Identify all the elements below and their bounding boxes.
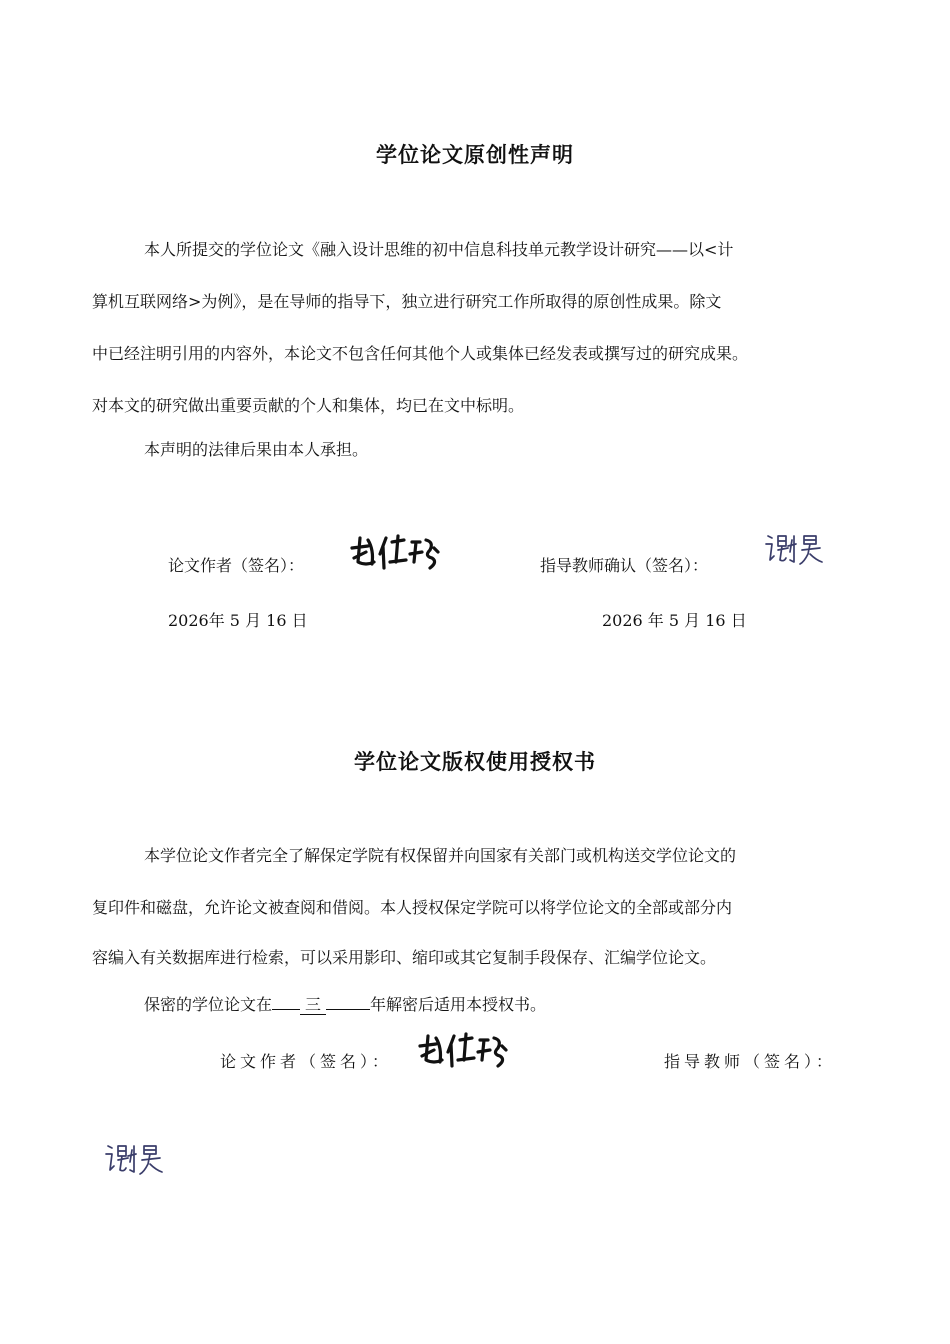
originality-advisor-label: 指导教师确认（签名）： <box>540 556 709 575</box>
originality-para1-line2: 算机互联网络>为例》，是在导师的指导下，独立进行研究工作所取得的原创性成果。除文 <box>92 292 722 311</box>
secrecy-suffix: 年解密后适用本授权书。 <box>370 995 547 1014</box>
copyright-author-label: 论文作者（签名）： <box>220 1052 393 1071</box>
originality-para2: 本声明的法律后果由本人承担。 <box>144 440 369 459</box>
author-signature <box>346 532 442 574</box>
secrecy-blank-before <box>272 1009 300 1010</box>
originality-author-label: 论文作者（签名）： <box>168 556 305 575</box>
copyright-para1-line2: 复印件和磁盘，允许论文被查阅和借阅。本人授权保定学院可以将学位论文的全部或部分内 <box>92 898 733 917</box>
secrecy-blank-after <box>326 1009 370 1010</box>
copyright-advisor-signature <box>104 1142 166 1176</box>
copyright-author-signature <box>414 1030 510 1072</box>
secrecy-line <box>144 995 546 1015</box>
originality-author-date: 2026年 5 月 16 日 <box>168 611 308 630</box>
secrecy-prefix: 保密的学位论文在 <box>144 995 273 1014</box>
copyright-para1-line3: 容编入有关数据库进行检索，可以采用影印、缩印或其它复制手段保存、汇编学位论文。 <box>92 948 717 967</box>
originality-para1-line3: 中已经注明引用的内容外，本论文不包含任何其他个人或集体已经发表或撰写过的研究成果。 <box>92 344 749 363</box>
copyright-title: 学位论文版权使用授权书 <box>354 750 596 774</box>
advisor-signature <box>764 532 826 566</box>
secrecy-years: 三 <box>300 996 326 1015</box>
originality-title: 学位论文原创性声明 <box>376 143 574 167</box>
originality-advisor-date: 2026 年 5 月 16 日 <box>602 611 747 630</box>
copyright-para1-line1: 本学位论文作者完全了解保定学院有权保留并向国家有关部门或机构送交学位论文的 <box>144 846 737 865</box>
originality-para1-line4: 对本文的研究做出重要贡献的个人和集体，均已在文中标明。 <box>92 396 525 415</box>
originality-para1-line1: 本人所提交的学位论文《融入设计思维的初中信息科技单元教学设计研究——以<计 <box>144 240 734 259</box>
copyright-advisor-label: 指导教师（签名）： <box>664 1052 837 1071</box>
